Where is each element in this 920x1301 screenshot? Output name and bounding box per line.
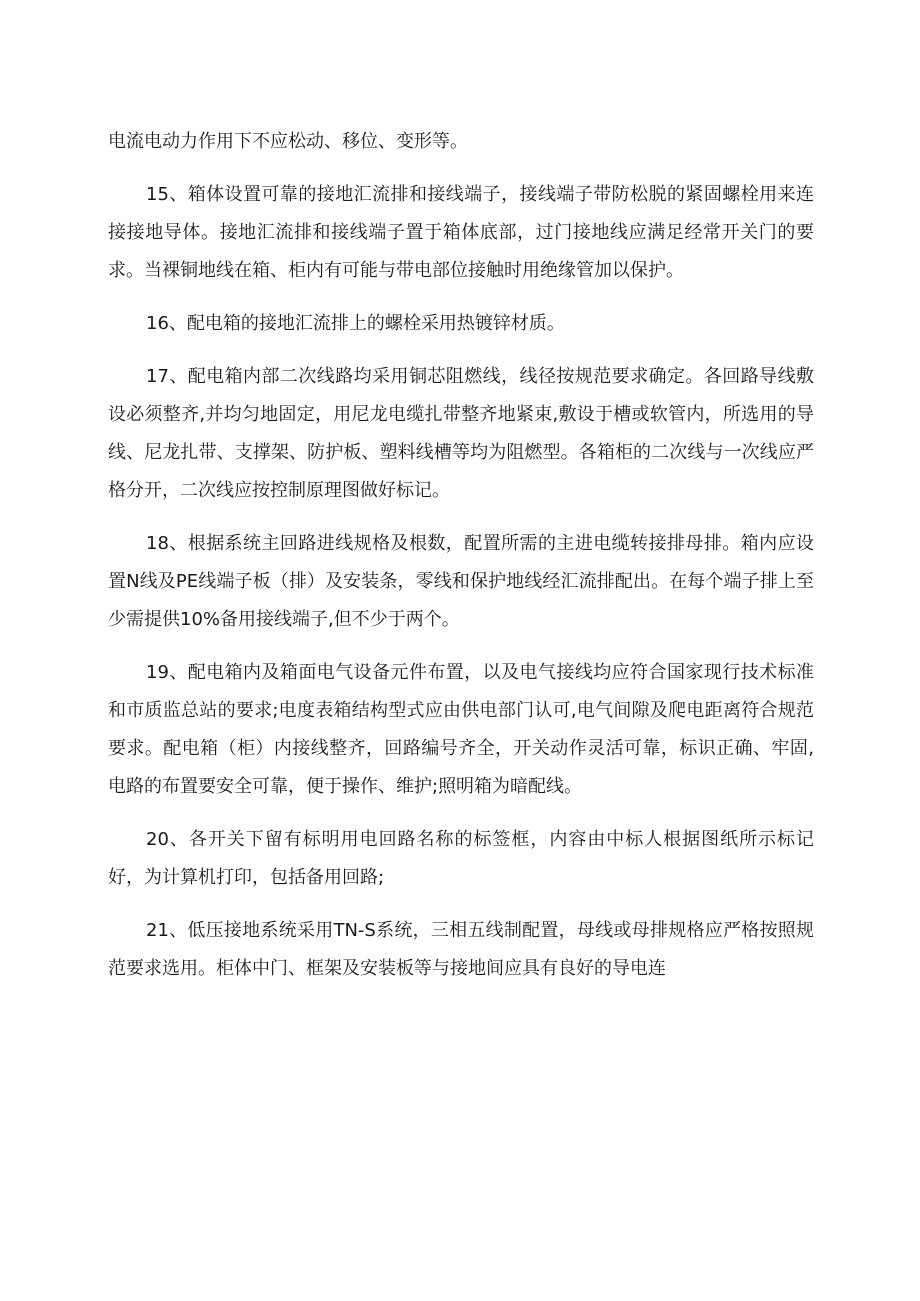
- paragraph-continuation: 电流电动力作用下不应松动、移位、变形等。: [108, 131, 468, 152]
- paragraph-item-15: 15、箱体设置可靠的接地汇流排和接线端子，接线端子带防松脱的紧固螺栓用来连接接地导体。接地汇流排和接线端子置于箱体底部，过门接地线应满足经常开关门的要求。当裸铜地线在箱、柜内有可能与带电部位接触时用绝缘管加以保护。: [108, 184, 814, 281]
- document-body: [108, 123, 814, 988]
- paragraph-item-20: 20、各开关下留有标明用电回路名称的标签框，内容由中标人根据图纸所示标记好，为计算机打印，包括备用回路;: [108, 829, 814, 888]
- paragraph-item-17: 17、配电箱内部二次线路均采用铜芯阻燃线，线径按规范要求确定。各回路导线敷设必须整齐,并均匀地固定，用尼龙电缆扎带整齐地紧束,敷设于槽或软管内，所选用的导线、尼龙扎带、支撑架、防护板、塑料线槽等均为阻燃型。各箱柜的二次线与一次线应严格分开，二次线应按控制原理图做好标记。: [108, 366, 814, 501]
- paragraph-item-19: 19、配电箱内及箱面电气设备元件布置，以及电气接线均应符合国家现行技术标准和市质监总站的要求;电度表箱结构型式应由供电部门认可,电气间隙及爬电距离符合规范要求。配电箱（柜）内接线整齐，回路编号齐全，开关动作灵活可靠，标识正确、牢固,电路的布置要安全可靠，便于操作、维护;照明箱为暗配线。: [108, 662, 814, 797]
- paragraph-item-18: 18、根据系统主回路进线规格及根数，配置所需的主进电缆转接排母排。箱内应设置N线及PE线端子板（排）及安装条，零线和保护地线经汇流排配出。在每个端子排上至少需提供10%备用接线端子,但不少于两个。: [108, 533, 814, 630]
- paragraph-item-21: 21、低压接地系统采用TN-S系统，三相五线制配置，母线或母排规格应严格按照规范要求选用。柜体中门、框架及安装板等与接地间应具有良好的导电连: [108, 920, 814, 979]
- paragraph-item-16: 16、配电箱的接地汇流排上的螺栓采用热镀锌材质。: [146, 313, 565, 334]
